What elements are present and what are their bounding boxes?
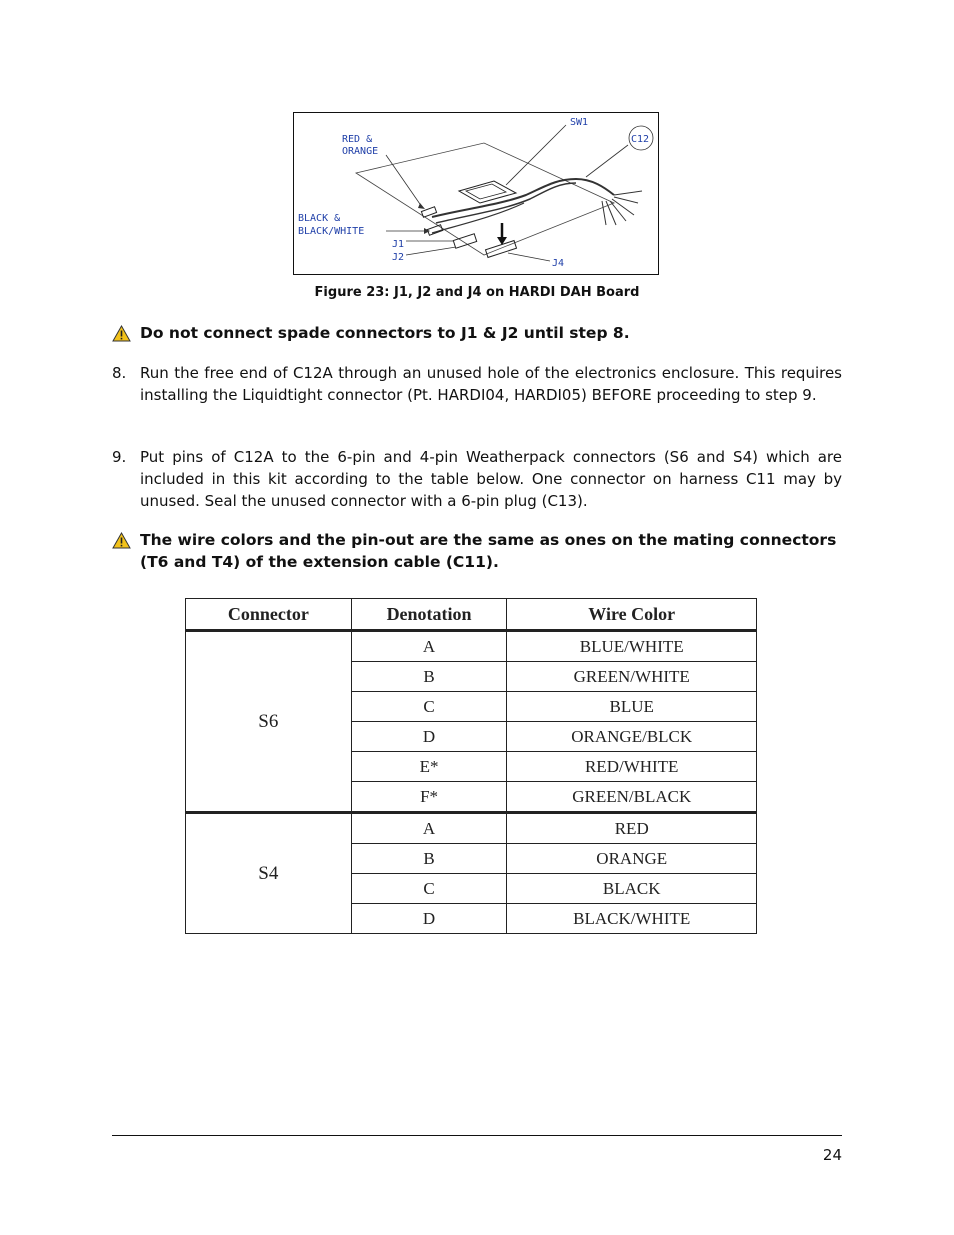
label-c12: C12 <box>631 134 650 145</box>
label-sw1: SW1 <box>570 117 589 128</box>
pin: E* <box>351 752 507 782</box>
header-wire-color: Wire Color <box>507 599 757 631</box>
wire-color: GREEN/WHITE <box>507 662 757 692</box>
step-8-text: Run the free end of C12A through an unused hole of the electronics enclosure. This requires installing the Liquidtight connector (Pt. HARDI04, HARDI05) BEFORE proceeding to step 9. <box>140 364 842 404</box>
header-denotation: Denotation <box>351 599 507 631</box>
pin: A <box>351 631 507 662</box>
footer-divider <box>112 1135 842 1136</box>
pin: F* <box>351 782 507 813</box>
wire-color: GREEN/BLACK <box>507 782 757 813</box>
connector-s6: S6 <box>186 631 352 813</box>
figure-caption: Figure 23: J1, J2 and J4 on HARDI DAH Board <box>314 285 640 300</box>
step-9-text: Put pins of C12A to the 6-pin and 4-pin Weatherpack connectors (S6 and S4) which are included in this kit according to the table below. One connector on harness C11 may by unused. Seal the unused connector with a 6-pin plug (C13). <box>140 448 842 510</box>
page-number: 24 <box>822 1146 842 1164</box>
pin: C <box>351 692 507 722</box>
board-diagram-svg <box>294 113 660 276</box>
step-8-number: 8. <box>112 364 127 382</box>
wire-color: BLACK/WHITE <box>507 904 757 934</box>
table-header-row <box>186 599 757 631</box>
pin: D <box>351 722 507 752</box>
pin: A <box>351 813 507 844</box>
pin: B <box>351 844 507 874</box>
wire-color: ORANGE <box>507 844 757 874</box>
wire-color: RED <box>507 813 757 844</box>
label-black-white-2: BLACK/WHITE <box>298 226 365 237</box>
pin: D <box>351 904 507 934</box>
header-connector: Connector <box>186 599 352 631</box>
figure-23-diagram <box>293 112 659 275</box>
label-red-orange-1: RED & <box>342 134 373 145</box>
wire-color: BLUE <box>507 692 757 722</box>
pin: B <box>351 662 507 692</box>
label-j2: J2 <box>392 252 405 263</box>
wire-color: RED/WHITE <box>507 752 757 782</box>
j1-j2-connector <box>453 234 476 248</box>
table-row <box>186 631 757 662</box>
wire-color: BLUE/WHITE <box>507 631 757 662</box>
wire-color: BLACK <box>507 874 757 904</box>
wire-color: ORANGE/BLCK <box>507 722 757 752</box>
warning-1-text: Do not connect spade connectors to J1 & J2 until step 8. <box>140 324 630 342</box>
table-row <box>186 813 757 844</box>
label-j1: J1 <box>392 239 405 250</box>
pin: C <box>351 874 507 904</box>
label-j4: J4 <box>552 258 565 269</box>
warning-triangle-icon <box>112 532 131 549</box>
wire-harness <box>432 179 614 217</box>
label-black-white-1: BLACK & <box>298 213 341 224</box>
warning-2-text: The wire colors and the pin-out are the same as ones on the mating connectors (T6 and T4) of the extension cable (C11). <box>140 531 837 571</box>
label-red-orange-2: ORANGE <box>342 146 379 157</box>
connector-s4: S4 <box>186 813 352 934</box>
step-9-number: 9. <box>112 448 127 466</box>
pinout-table <box>185 598 757 934</box>
warning-triangle-icon <box>112 325 131 342</box>
